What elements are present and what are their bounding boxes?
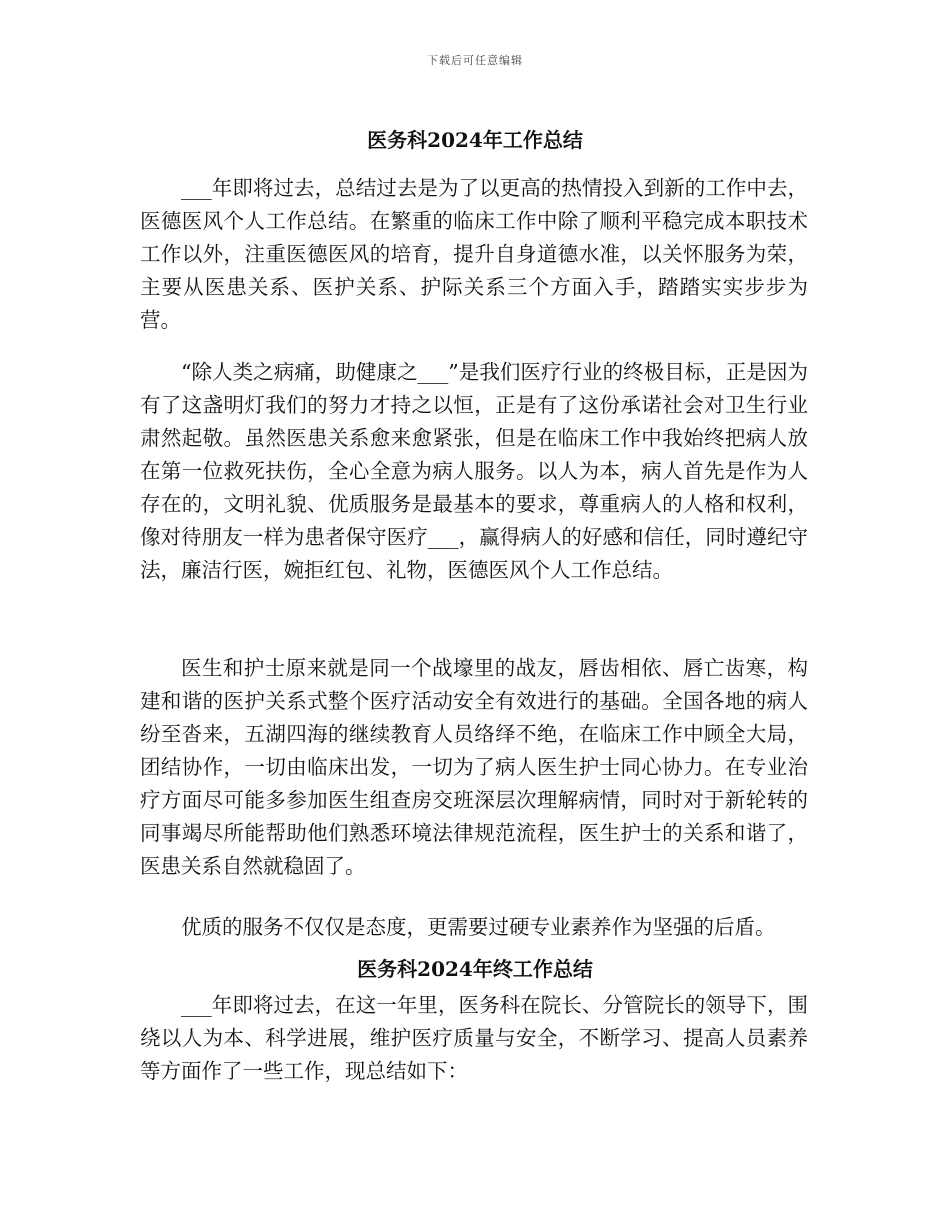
document-title: 医务科2024年工作总结: [367, 128, 583, 152]
section-title: 医务科2024年终工作总结: [357, 957, 593, 981]
paragraph: ___年即将过去，总结过去是为了以更高的热情投入到新的工作中去，医德医风个人工作总结。在繁重的临床工作中除了顺利平稳完成本职技术工作以外，注重医德医风的培育，提升自身道德水准，以关怀服务为荣，主要从医患关系、医护关系、护际关系三个方面入手，踏踏实实步步为营。: [140, 176, 808, 332]
paragraph: ___年即将过去，在这一年里，医务科在院长、分管院长的领导下，围绕以人为本、科学进展，维护医疗质量与安全，不断学习、提高人员素养等方面作了一些工作，现总结如下：: [140, 993, 808, 1083]
paragraph: “除人类之病痛，助健康之___”是我们医疗行业的终极目标，正是因为有了这盏明灯我们的努力才持之以恒，正是有了这份承诺社会对卫生行业肃然起敬。虽然医患关系愈来愈紧张，但是在临床工作中我始终把病人放在第一位救死扶伤，全心全意为病人服务。以人为本，病人首先是作为人存在的，文明礼貌、优质服务是最基本的要求，尊重病人的人格和权利，像对待朋友一样为患者保守医疗___，赢得病人的好感和信任，同时遵纪守法，廉洁行医，婉拒红包、礼物，医德医风个人工作总结。: [140, 360, 808, 582]
paragraph: 医生和护士原来就是同一个战壕里的战友，唇齿相依、唇亡齿寒，构建和谐的医护关系式整个医疗活动安全有效进行的基础。全国各地的病人纷至沓来，五湖四海的继续教育人员络绎不绝，在临床工作中顾全大局，团结协作，一切由临床出发，一切为了病人医生护士同心协力。在专业治疗方面尽可能多参加医生组查房交班深层次理解病情，同时对于新轮转的同事竭尽所能帮助他们熟悉环境法律规范流程，医生护士的关系和谐了，医患关系自然就稳固了。: [140, 656, 808, 878]
header-note: 下载后可任意编辑: [427, 54, 523, 67]
paragraph: 优质的服务不仅仅是态度，更需要过硬专业素养作为坚强的后盾。: [181, 915, 776, 939]
